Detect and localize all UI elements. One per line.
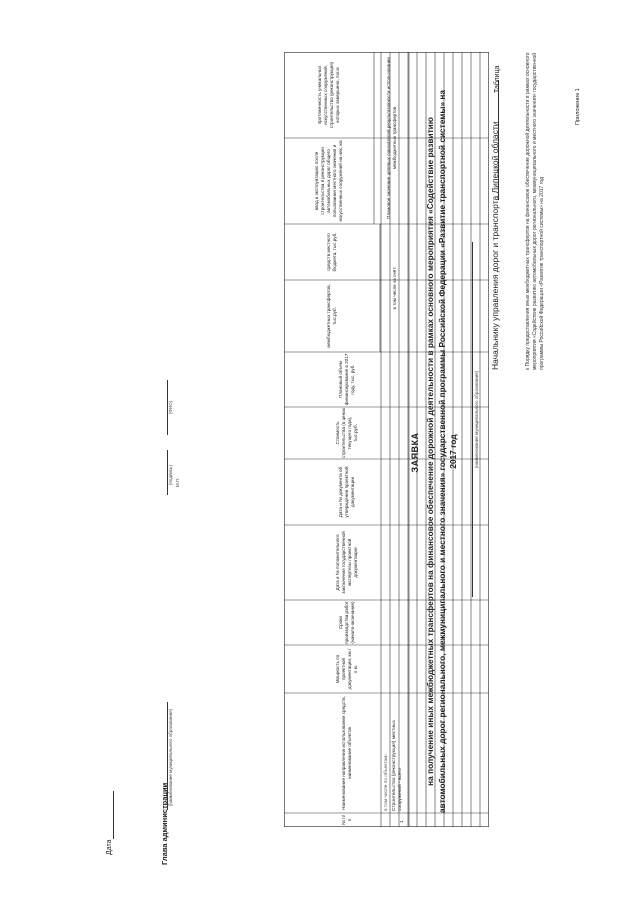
col-header-planned: Плановый объем финансирования в 2017 году, тыс. руб. <box>337 353 355 406</box>
col-header-terms: Сроки производства работ (начало-окончание) <box>337 601 355 644</box>
appendix-label: Приложение 1 <box>575 88 581 125</box>
col-header-indicators: Плановое значение целевых показателей результативности использования межбюджетных трансфертов <box>385 57 397 219</box>
col-header-including: в том числе за счёт: <box>391 266 397 310</box>
signature-caption: (подпись) <box>168 465 173 486</box>
municipality-caption: (наименование муниципального образования) <box>474 370 479 469</box>
request-table <box>284 52 489 827</box>
recipient-text: Начальнику управления дорог и транспорта Липецкой области <box>490 121 500 370</box>
col-header-cost: Стоимость строительства (в ценах текущего года), тыс.руб. <box>334 408 358 458</box>
col-header-expertise: Дата и № положительного заключения государственной экспертизы проектной документации <box>334 531 358 594</box>
row1-name: Строительство (реконструкция) местных сооружений - всего <box>392 720 403 811</box>
col-header-num: № п/п <box>340 815 352 825</box>
document-description: на получение иных межбюджетных трансфертов на финансовое обеспечение дорожной деятельности в рамках основного мероприятия «Содействие развитию автомобильных дорог регионального, межмуниципального и местного значения» государственной программы Российской Федерации «Развитие транспортной системы» на 2017 год <box>425 89 458 814</box>
table-label: Таблица <box>494 65 501 93</box>
col-header-capacity: Мощность по проектной документации, км / п.м. <box>334 648 358 690</box>
col-header-local: средств местного бюджета, тыс.руб. <box>326 232 337 272</box>
order-reference-text: к Порядку предоставления иных межбюджетных трансфертов на финансовое обеспечение дорожной деятельности в рамках основного мероприятия «Содействие развитию автомобильных дорог регионального, межмуниципального и местного значения» государственной программы Российской Федерации «Развитие транспортной системы» на 2017 год <box>525 52 545 370</box>
recipient-line <box>498 80 499 200</box>
col-header-ind2: протяженность уникальных искусственных сооружений, строительство (реконструкция) которых завершено, пог.м <box>317 61 340 129</box>
head-of-administration-label: Глава администрации <box>160 782 169 865</box>
document-title: ЗАЯВКА <box>410 432 420 473</box>
row1-num: 1 <box>400 820 405 823</box>
fio-caption: (ФИО) <box>168 400 173 415</box>
col-header-interbudget: межбюджетных трансфертов, тыс.руб. <box>326 284 337 348</box>
row1-sub: в том числе по объектам: <box>384 754 389 811</box>
col-header-approval: Дата и № документа об утверждении проектной документации <box>337 466 355 518</box>
date-line <box>113 791 114 839</box>
signature-name-caption: (наименование муниципального образования) <box>168 708 173 807</box>
stamp-place-label: М.П. <box>175 477 180 487</box>
col-header-name: Наименование направления использования средств, наименование объектов <box>340 696 352 810</box>
col-header-ind1: ввод в эксплуатацию после строительства и реконструкции автомобильных дорог общего пользования местного значения и искусственных сооружений на них, км <box>314 140 343 222</box>
date-label: Дата <box>106 839 113 855</box>
